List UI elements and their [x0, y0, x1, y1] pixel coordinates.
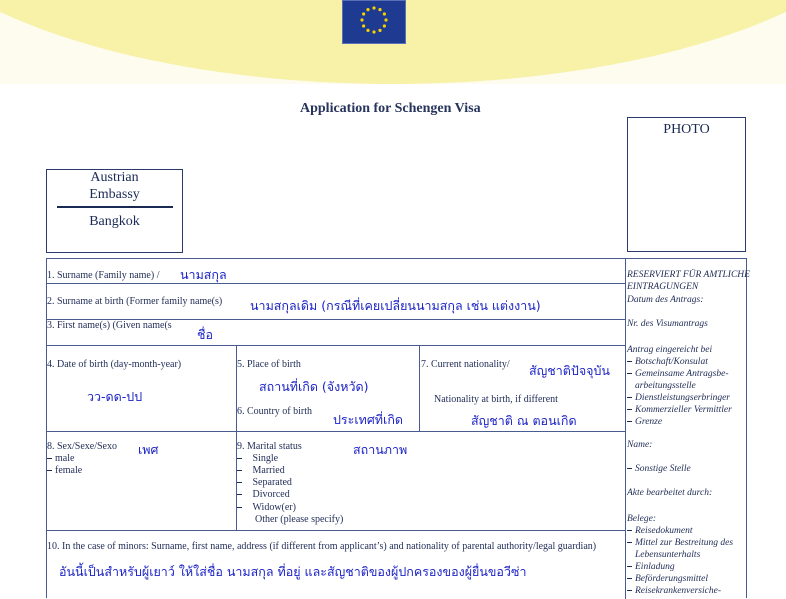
embassy-line1: Austrian — [90, 170, 139, 185]
sidebar-doc-label: Mittel zur Bestreitung des — [635, 538, 734, 548]
sidebar-divider — [625, 259, 626, 599]
surname-label: 1. Surname (Family name) / — [47, 270, 160, 281]
sidebar-option — [627, 464, 691, 476]
row-divider — [47, 283, 625, 284]
marital-option-label: Single — [252, 453, 279, 464]
checkbox-icon — [237, 482, 242, 484]
marital-option-label: Separated — [252, 477, 292, 488]
checkbox-icon — [627, 468, 632, 470]
country-of-birth-field[interactable]: ประเทศที่เกิด — [333, 412, 404, 427]
marital-option-widow[interactable] — [237, 502, 296, 513]
sidebar-doc — [627, 586, 721, 598]
marital-option-married[interactable] — [237, 465, 285, 476]
sidebar-doc — [627, 526, 693, 538]
sidebar-option-cont: arbeitungsstelle — [635, 381, 696, 391]
nationality-at-birth-label: Nationality at birth, if different — [434, 394, 558, 405]
sidebar-belege: Belege: — [627, 514, 657, 524]
marital-option-label: Divorced — [252, 489, 290, 500]
checkbox-icon — [627, 373, 632, 375]
sidebar-option — [627, 369, 729, 381]
checkbox-icon — [237, 470, 242, 472]
sex-label: 8. Sex/Sexe/Sexo — [47, 441, 117, 452]
place-of-birth-field[interactable]: สถานที่เกิด (จังหวัด) — [259, 379, 369, 394]
marital-option-label: Widow(er) — [252, 502, 296, 513]
surname-field[interactable]: นามสกุล — [180, 267, 227, 282]
sidebar-option-label: Dienstleistungserbringer — [635, 393, 730, 403]
date-of-birth-field[interactable]: วว-ดด-ปป — [87, 389, 143, 404]
checkbox-icon — [627, 542, 632, 544]
row-divider — [47, 345, 625, 346]
surname-at-birth-label: 2. Surname at birth (Former family name(s) — [47, 296, 223, 307]
sidebar-doc-label: Reisedokument — [635, 526, 693, 536]
nationality-at-birth-field[interactable]: สัญชาติ ณ ตอนเกิด — [471, 413, 577, 428]
row-divider — [47, 431, 625, 432]
embassy-line2: Embassy — [89, 187, 140, 202]
sex-option-label: female — [55, 465, 83, 476]
marital-option-single[interactable] — [237, 453, 278, 464]
sidebar-option — [627, 357, 708, 369]
marital-option-other[interactable]: Other (please specify) — [255, 514, 344, 525]
sidebar-nr: Nr. des Visumantrags — [627, 319, 708, 329]
sidebar-option-label: Kommerzieller Vermittler — [635, 405, 732, 415]
page-title: Application for Schengen Visa — [300, 101, 481, 116]
checkbox-icon — [237, 494, 242, 496]
photo-box — [627, 117, 746, 252]
current-nationality-label: 7. Current nationality/ — [421, 359, 510, 370]
date-of-birth-label: 4. Date of birth (day-month-year) — [47, 359, 182, 370]
photo-label: PHOTO — [663, 122, 710, 137]
checkbox-icon — [627, 409, 632, 411]
sidebar-doc-label: Reisekrankenversiche- — [635, 586, 721, 596]
eu-flag-icon — [342, 0, 406, 44]
reserved-heading-2: EINTRAGUNGEN — [627, 282, 699, 292]
checkbox-icon — [627, 361, 632, 363]
sidebar-name: Name: — [627, 440, 653, 450]
checkbox-icon — [627, 421, 632, 423]
sidebar-option-label: Grenze — [635, 417, 663, 427]
checkbox-icon — [627, 578, 632, 580]
sidebar-option-label: Sonstige Stelle — [635, 464, 691, 474]
embassy-divider — [57, 206, 173, 208]
checkbox-icon — [47, 458, 52, 460]
checkbox-icon — [627, 566, 632, 568]
sex-option-female[interactable] — [47, 465, 82, 476]
sidebar-akte: Akte bearbeitet durch: — [627, 488, 713, 498]
sidebar-option-label: Botschaft/Konsulat — [635, 357, 708, 367]
sidebar-option — [627, 393, 730, 405]
sidebar-doc — [627, 538, 733, 550]
marital-option-label: Married — [252, 465, 285, 476]
sidebar-option-label: Gemeinsame Antragsbe- — [635, 369, 729, 379]
sidebar-doc-cont: Lebensunterhalts — [635, 550, 701, 560]
sex-field[interactable]: เพศ — [138, 442, 159, 457]
sidebar-doc-label: Beförderungsmittel — [635, 574, 708, 584]
sidebar-doc — [627, 574, 708, 586]
sidebar-option — [627, 417, 662, 429]
sidebar-option — [627, 405, 732, 417]
reserved-heading: RESERVIERT FÜR AMTLICHE — [627, 270, 750, 280]
sidebar-eingereicht: Antrag eingereicht bei — [627, 345, 713, 355]
first-name-label: 3. First name(s) (Given name(s — [47, 320, 172, 331]
form-grid — [46, 258, 750, 598]
checkbox-icon — [627, 397, 632, 399]
checkbox-icon — [237, 458, 242, 460]
minors-label: 10. In the case of minors: Surname, first name, address (if different from applicant’s) and nationality of parental authority/legal guardian) — [47, 541, 597, 552]
sidebar-doc-label: Einladung — [635, 562, 675, 572]
first-name-field[interactable]: ชื่อ — [197, 327, 213, 342]
sex-option-label: male — [55, 453, 75, 464]
checkbox-icon — [627, 530, 632, 532]
row-divider — [47, 530, 625, 531]
marital-status-label: 9. Marital status — [237, 441, 302, 452]
checkbox-icon — [47, 470, 52, 472]
sidebar-datum: Datum des Antrags: — [627, 295, 704, 305]
country-of-birth-label: 6. Country of birth — [237, 406, 312, 417]
sidebar-doc — [627, 562, 675, 574]
marital-status-field[interactable]: สถานภาพ — [353, 442, 408, 457]
embassy-box — [46, 169, 183, 253]
checkbox-icon — [237, 507, 242, 509]
marital-option-separated[interactable] — [237, 477, 292, 488]
surname-at-birth-field[interactable]: นามสกุลเดิม (กรณีที่เคยเปลี่ยนนามสกุล เช่น แต่งงาน) — [250, 298, 541, 313]
header-banner — [0, 0, 786, 84]
sex-option-male[interactable] — [47, 453, 74, 464]
col-divider — [419, 345, 420, 431]
embassy-line3: Bangkok — [89, 214, 140, 229]
place-of-birth-label: 5. Place of birth — [237, 359, 301, 370]
marital-option-divorced[interactable] — [237, 489, 290, 500]
minors-field[interactable]: อันนี้เป็นสำหรับผู้เยาว์ ให้ใส่ชื่อ นามสกุล ที่อยู่ และสัญชาติของผู้ปกครองของผู้ยื่นขอวีซ่า — [59, 564, 527, 579]
current-nationality-field[interactable]: สัญชาติปัจจุบัน — [529, 363, 610, 378]
checkbox-icon — [627, 590, 632, 592]
